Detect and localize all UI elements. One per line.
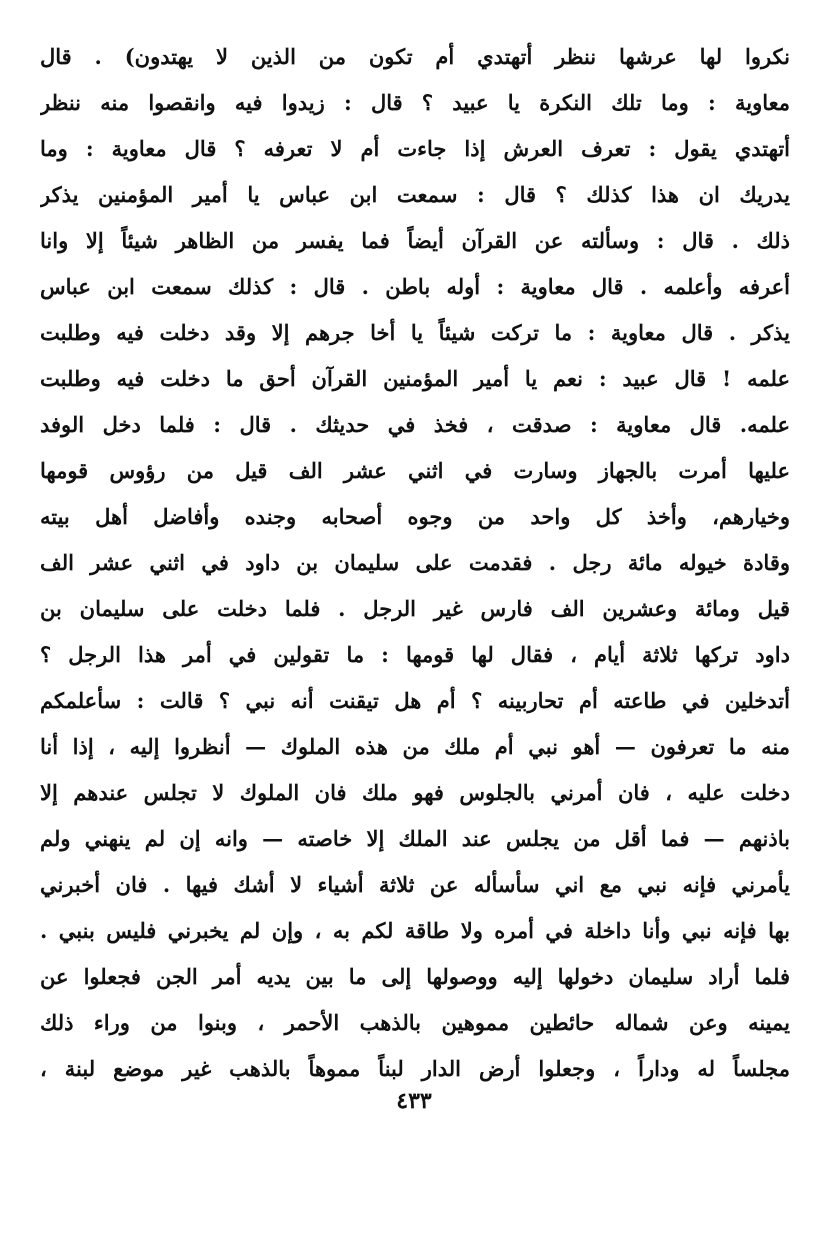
text-line: باذنهم — فما أقل من يجلس عند الملك إلا خاصته — وانه إن لم ينهني ولم [40,826,790,851]
text-line: نكروا لها عرشها ننظر أتهتدي أم تكون من الذين لا يهتدون) . قال [40,44,790,69]
text-line: يدريك ان هذا كذلك ؟ قال : سمعت ابن عباس يا أمير المؤمنين يذكر [40,182,790,207]
text-line: قيل ومائة وعشرين الف فارس غير الرجل . فلما دخلت على سليمان بن [40,596,790,621]
text-line: منه ما تعرفون — أهو نبي أم ملك من هذه الملوك — أنظروا إليه ، إذا أنا [40,734,790,759]
body-text [40,34,790,1092]
text-line: أتدخلين في طاعته أم تحاربينه ؟ أم هل تيقنت أنه نبي ؟ قالت : سأعلمكم [40,688,790,713]
text-line: يأمرني فإنه نبي مع اني سأسأله عن ثلاثة أشياء لا أشك فيها . فان أخبرني [40,872,790,897]
text-line: وقادة خيوله مائة رجل . فقدمت على سليمان بن داود في اثني عشر الف [40,550,790,575]
text-line: يمينه وعن شماله حائطين مموهين بالذهب الأحمر ، وبنوا من وراء ذلك [40,1010,790,1035]
text-line: علمه. قال معاوية : صدقت ، فخذ في حديثك . قال : فلما دخل الوفد [40,412,790,437]
page-number: ٤٣٣ [396,1088,432,1114]
text-line: أعرفه وأعلمه . قال معاوية : أوله باطن . قال : كذلك سمعت ابن عباس [40,274,790,299]
text-line: وخيارهم، وأخذ كل واحد من وجوه أصحابه وجنده وأفاضل أهل بيته [40,504,790,529]
text-line: داود تركها ثلاثة أيام ، فقال لها قومها : ما تقولين في أمر هذا الرجل ؟ [40,642,790,667]
text-line: علمه ! قال عبيد : نعم يا أمير المؤمنين القرآن أحق ما دخلت فيه وطلبت [40,366,790,391]
text-line: دخلت عليه ، فان أمرني بالجلوس فهو ملك فان الملوك لا تجلس عندهم إلا [40,780,790,805]
text-line: ذلك . قال : وسألته عن القرآن أيضاً فما يفسر من الظاهر شيئاً إلا وانا [40,228,790,253]
text-line: أتهتدي يقول : تعرف العرش إذا جاءت أم لا تعرفه ؟ قال معاوية : وما [40,136,790,161]
text-line: بها فإنه نبي وأنا داخلة في أمره ولا طاقة لكم به ، وإن لم يخبرني فليس بنبي . [40,918,790,943]
text-line: عليها أمرت بالجهاز وسارت في اثني عشر الف قيل من رؤوس قومها [40,458,790,483]
text-line: مجلساً له وداراً ، وجعلوا أرض الدار لبناً مموهاً بالذهب غير موضع لبنة ، [40,1056,790,1081]
text-line: فلما أراد سليمان دخولها إليه ووصولها إلى ما بين يديه أمر الجن فجعلوا عن [40,964,790,989]
text-line: يذكر . قال معاوية : ما تركت شيئاً يا أخا جرهم إلا وقد دخلت فيه وطلبت [40,320,790,345]
text-line: معاوية : وما تلك النكرة يا عبيد ؟ قال : زيدوا فيه وانقصوا منه ننظر [40,90,790,115]
